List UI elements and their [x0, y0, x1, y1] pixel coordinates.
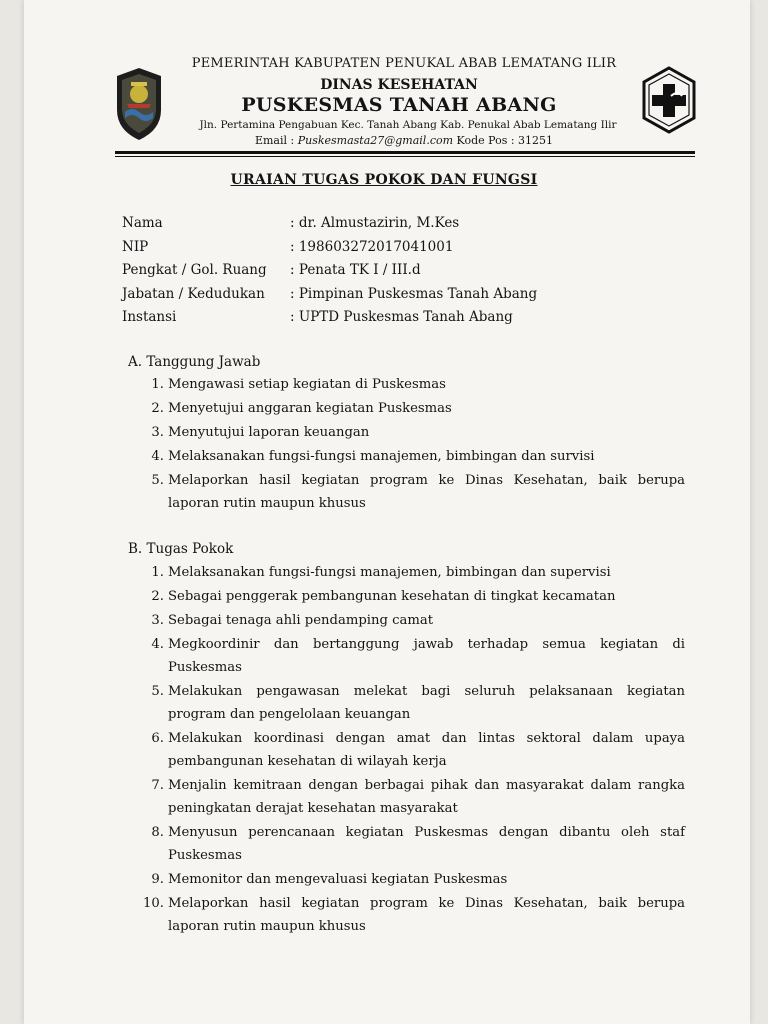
section-a-list	[140, 373, 685, 515]
list-item: 2. Menyetujui anggaran kegiatan Puskesmas	[151, 401, 452, 416]
list-item: 4. Melaksanakan fungsi-fungsi manajemen, bimbingan dan survisi	[151, 449, 595, 464]
list-item: 4. Megkoordinir dan bertanggung jawab terhadap semua kegiatan di Puskesmas	[151, 637, 685, 675]
letterhead-rule-thin	[115, 156, 695, 157]
identity-value: : UPTD Puskesmas Tanah Abang	[290, 309, 513, 325]
identity-label: NIP	[122, 238, 149, 255]
postal-code: Kode Pos : 31251	[456, 134, 554, 147]
letterhead-rule-thick	[115, 151, 695, 154]
letterhead-institution: PUSKESMAS TANAH ABANG	[241, 94, 557, 116]
list-item: 2. Sebagai penggerak pembangunan kesehatan di tingkat kecamatan	[151, 589, 616, 604]
identity-block	[122, 212, 702, 330]
document-title: URAIAN TUGAS POKOK DAN FUNGSI	[230, 172, 538, 188]
list-item: 5. Melakukan pengawasan melekat bagi seluruh pelaksanaan kegiatan program dan pengelolaan keuangan	[151, 684, 685, 722]
list-item: 5. Melaporkan hasil kegiatan program ke Dinas Kesehatan, baik berupa laporan rutin maupun khusus	[151, 473, 685, 511]
identity-value: : Penata TK I / III.d	[290, 262, 421, 278]
identity-label: Nama	[122, 215, 163, 231]
list-item: 1. Melaksanakan fungsi-fungsi manajemen, bimbingan dan supervisi	[151, 565, 611, 580]
identity-value: : dr. Almustazirin, M.Kes	[290, 215, 460, 231]
identity-row-position	[122, 283, 702, 307]
identity-row-rank	[122, 259, 702, 283]
email-label: Email :	[254, 134, 295, 147]
section-b-list	[140, 561, 685, 938]
section-b-heading: B. Tugas Pokok	[128, 541, 234, 557]
identity-label: Pengkat / Gol. Ruang	[122, 262, 267, 278]
list-item: 3. Menyutujui laporan keuangan	[151, 425, 370, 440]
section-a-heading: A. Tanggung Jawab	[128, 354, 261, 370]
identity-label: Instansi	[122, 309, 177, 325]
email-address: Puskesmasta27@gmail.com	[297, 134, 454, 147]
identity-value: : 198603272017041001	[290, 238, 454, 255]
identity-row-agency	[122, 306, 702, 330]
list-item: 9. Memonitor dan mengevaluasi kegiatan Puskesmas	[151, 872, 508, 887]
list-item: 10. Melaporkan hasil kegiatan program ke Dinas Kesehatan, baik berupa laporan rutin maupun khusus	[143, 896, 685, 934]
letterhead-government: PEMERINTAH KABUPATEN PENUKAL ABAB LEMATANG ILIR	[191, 56, 617, 71]
list-item: 1. Mengawasi setiap kegiatan di Puskesmas	[151, 377, 446, 392]
identity-value: : Pimpinan Puskesmas Tanah Abang	[290, 285, 538, 302]
letterhead-contact	[0, 134, 768, 147]
identity-label: Jabatan / Kedudukan	[122, 285, 265, 302]
letterhead-address: Jln. Pertamina Pengabuan Kec. Tanah Abang Kab. Penukal Abab Lematang Ilir	[199, 119, 617, 131]
letterhead-department: DINAS KESEHATAN	[320, 77, 478, 93]
list-item: 3. Sebagai tenaga ahli pendamping camat	[151, 613, 434, 628]
list-item: 8. Menyusun perencanaan kegiatan Puskesmas dengan dibantu oleh staf Puskesmas	[151, 825, 685, 863]
identity-row-name	[122, 212, 702, 236]
list-item: 6. Melakukan koordinasi dengan amat dan lintas sektoral dalam upaya pembangunan kesehatan di wilayah kerja	[151, 731, 685, 769]
list-item: 7. Menjalin kemitraan dengan berbagai pihak dan masyarakat dalam rangka peningkatan derajat kesehatan masyarakat	[151, 778, 685, 816]
identity-row-nip	[122, 236, 702, 260]
